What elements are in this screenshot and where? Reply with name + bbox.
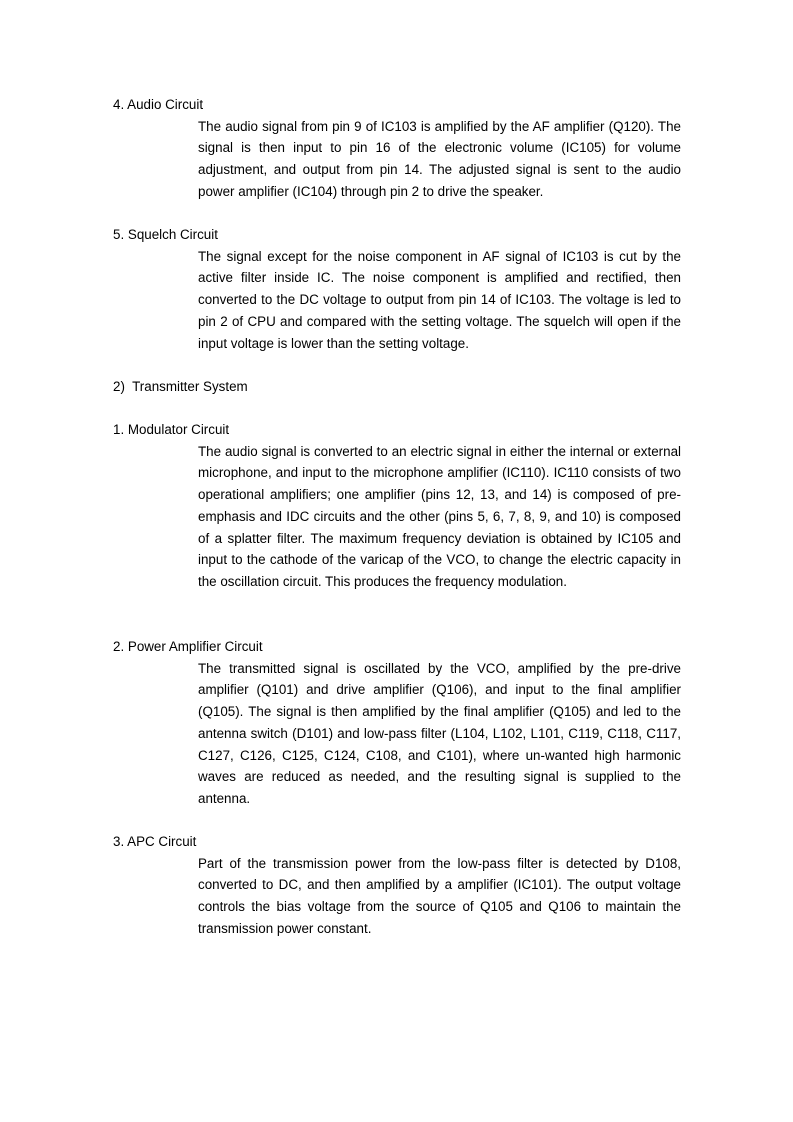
section-body: The audio signal is converted to an electric signal in either the internal or external microphone, and input to the microphone amplifier (IC110). IC110 consists of two operational amplifiers; one amplifier (pins 12, 13, and 14) is composed of pre-emphasis and IDC circuits and the other (pins 5, 6, 7, 8, 9, and 10) is composed of a splatter filter. The maximum frequency deviation is obtained by IC105 and input to the cathode of the varicap of the VCO, to change the electric capacity in the oscillation circuit. This produces the frequency modulation.: [198, 443, 681, 589]
section-audio-circuit: [113, 94, 683, 203]
section-heading: 5. Squelch Circuit: [113, 227, 218, 242]
section-apc-circuit: [113, 831, 683, 940]
section-heading: 3. APC Circuit: [113, 834, 197, 849]
section-body: Part of the transmission power from the low-pass filter is detected by D108, converted to DC, and then amplified by a amplifier (IC101). The output voltage controls the bias voltage from the source of Q105 and Q106 to maintain the transmission power constant.: [198, 855, 681, 936]
section-body: The signal except for the noise component in AF signal of IC103 is cut by the active filter inside IC. The noise component is amplified and rectified, then converted to the DC voltage to output from pin 14 of IC103. The voltage is led to pin 2 of CPU and compared with the setting voltage. The squelch will open if the input voltage is lower than the setting voltage.: [198, 248, 681, 351]
section-heading: 4. Audio Circuit: [113, 97, 204, 112]
section-power-amplifier-circuit: [113, 636, 683, 810]
section-body: The transmitted signal is oscillated by the VCO, amplified by the pre-drive amplifier (Q101) and drive amplifier (Q106), and input to the final amplifier (Q105). The signal is then amplified by the final amplifier (Q105) and led to the antenna switch (D101) and low-pass filter (L104, L102, L101, C119, C118, C117, C127, C126, C125, C124, C108, and C101), where un-wanted high harmonic waves are reduced as needed, and the resulting signal is supplied to the antenna.: [198, 660, 681, 806]
section-modulator-circuit: [113, 419, 683, 593]
section-squelch-circuit: [113, 224, 683, 354]
section-body: The audio signal from pin 9 of IC103 is amplified by the AF amplifier (Q120). The signal is then input to pin 16 of the electronic volume (IC105) for volume adjustment, and output from pin 14. The adjusted signal is sent to the audio power amplifier (IC104) through pin 2 to drive the speaker.: [198, 118, 681, 199]
section-heading: 2) Transmitter System: [113, 379, 248, 394]
section-heading: 2. Power Amplifier Circuit: [113, 639, 263, 654]
section-heading: 1. Modulator Circuit: [113, 422, 230, 437]
section-transmitter-system: [113, 376, 683, 398]
